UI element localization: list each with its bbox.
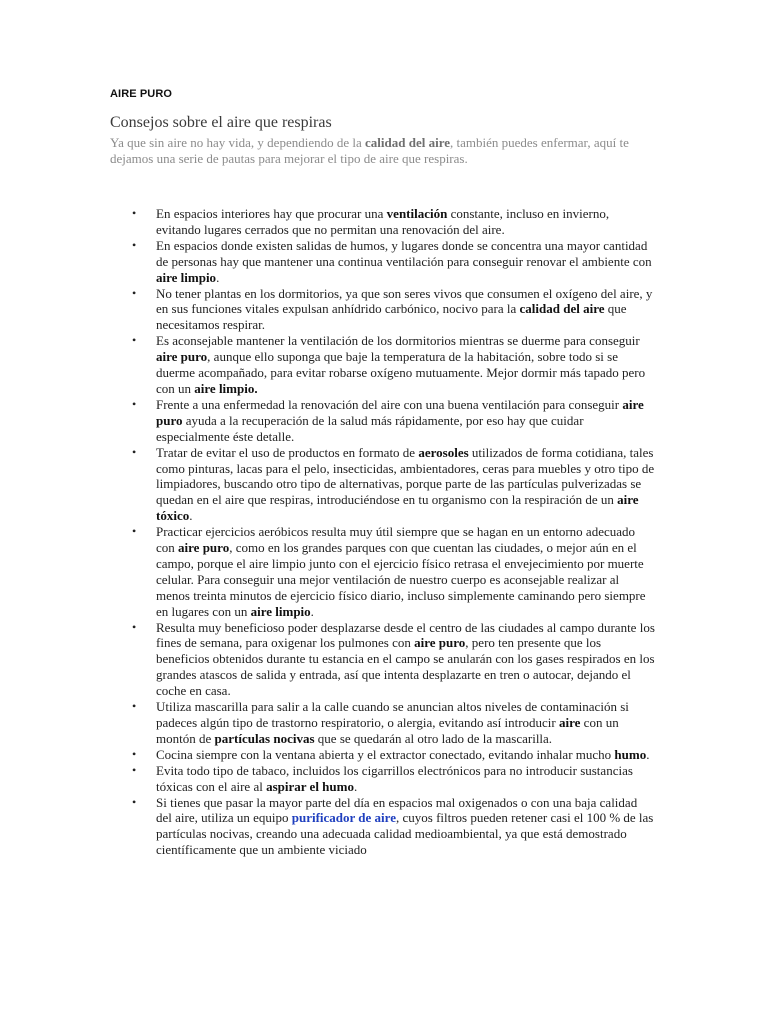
document-heading: AIRE PURO — [110, 88, 173, 100]
tip-bold-text: aspirar el humo — [266, 778, 354, 794]
tip-text: . — [353, 778, 358, 794]
tip-text: Tratar de evitar el uso de productos en formato de — [156, 444, 419, 460]
tip-text: , como en los grandes parques con que cuentan las ciudades, o mejor aún en el campo, porque el aire limpio junto con el ejercicio físico retrasa el envejecimiento por muerte celular. Para conseguir una mejor ventilación de nuestro cuerpo es aconsejable realizar al menos treinta minutos de ejercicio físico diario, incluso simplemente caminando pero siempre en lugares con un — [156, 540, 646, 619]
tip-item — [156, 397, 656, 445]
tip-bold-text: aire limpio — [156, 269, 217, 285]
tip-text: . — [189, 508, 193, 524]
tip-text: Cocina siempre con la ventana abierta y el extractor conectado, evitando inhalar mucho — [156, 746, 615, 762]
tip-text: , cuyos filtros pueden retener casi el 100 % de las partículas nocivas, creando una adecuada calidad medioambiental, ya que está demostrado científicamente que un ambiente viciado — [156, 810, 654, 858]
tip-text: Es aconsejable mantener la ventilación de los dormitorios mientras se duerme para conseguir — [156, 333, 640, 349]
intro-bold-text: calidad del aire — [365, 135, 450, 150]
tip-bold-text: aire tóxico — [156, 492, 639, 524]
tip-item — [156, 445, 656, 525]
tip-item — [156, 524, 656, 619]
tip-bold-text: aire puro — [414, 635, 466, 651]
tip-bold-text: aire puro — [156, 396, 644, 428]
tip-text: Practicar ejercicios aeróbicos resulta muy útil siempre que se hagan en un entorno adecuado con — [156, 524, 636, 556]
tip-text: En espacios donde existen salidas de humos, y lugares donde se concentra una mayor cantidad de personas hay que mantener una continua ventilación para conseguir renovar el ambiente con — [156, 237, 652, 269]
tip-bold-text: partículas nocivas — [214, 730, 315, 746]
tip-text: No tener plantas en los dormitorios, ya que son seres vivos que consumen el oxígeno del aire, y en sus funciones vitales expulsan anhídrido carbónico, nocivo para la — [156, 285, 653, 317]
tip-text: Si tienes que pasar la mayor parte del día en espacios mal oxigenados o con una baja calidad del aire, utiliza un equipo — [156, 794, 638, 826]
tip-item — [156, 763, 656, 795]
tip-text: ayuda a la recuperación de la salud más rápidamente, por eso hay que cuidar especialmente éste detalle. — [156, 412, 584, 444]
tip-bold-text: aire limpio. — [194, 380, 258, 396]
tip-text: . — [646, 746, 650, 762]
tip-text: Resulta muy beneficioso poder desplazarse desde el centro de las ciudades al campo durante los fines de semana, para oxigenar los pulmones con — [156, 619, 655, 651]
intro-text: Ya que sin aire no hay vida, y dependiendo de la — [110, 135, 366, 150]
document-subtitle: Consejos sobre el aire que respiras — [110, 114, 332, 131]
tip-text: . — [216, 269, 220, 285]
tip-text: utilizados de forma cotidiana, tales como pinturas, lacas para el pelo, insecticidas, ambientadores, ceras para muebles y otro tipo de limpiadores, buscando otro tipo de alternativas, porque parte de las partículas pulverizadas se quedan en el aire que respiras, introduciéndose en tu organismo con la respiración de un — [156, 444, 655, 508]
tip-text: constante, incluso en invierno, evitando lugares cerrados que no permitan una renovación del aire. — [156, 206, 610, 237]
intro-paragraph — [110, 135, 670, 167]
purificador-link[interactable]: purificador de aire — [291, 810, 396, 826]
tip-bold-text: humo — [614, 746, 647, 762]
tip-bold-text: aire — [559, 715, 581, 730]
tip-bold-text: ventilación — [386, 206, 448, 221]
tip-text: Utiliza mascarilla para salir a la calle cuando se anuncian altos niveles de contaminación si padeces algún tipo de trastorno respiratorio, o alergia, evitando así introducir — [156, 699, 629, 730]
tip-text: , aunque ello suponga que baje la temperatura de la habitación, sobre todo si se duerme acompañado, para evitar robarse oxígeno mutuamente. Mejor dormir más tapado pero con un — [156, 349, 646, 396]
tip-item — [156, 747, 656, 763]
tip-text: En espacios interiores hay que procurar una — [156, 206, 387, 221]
tip-item — [156, 795, 656, 859]
tip-text: con un montón de — [156, 715, 619, 746]
tip-bold-text: aire puro — [156, 349, 208, 365]
tip-text: Frente a una enfermedad la renovación del aire con una buena ventilación para conseguir — [156, 396, 623, 412]
tip-item — [156, 206, 656, 238]
tip-bold-text: aire limpio — [250, 603, 311, 619]
tip-item — [156, 333, 656, 397]
tip-text: , pero ten presente que los beneficios obtenidos durante tu estancia en el campo se anularán con los gases respirados en los grandes atascos de salida y entrada, así que intenta desplazarte en tren o autocar, dejando el coche en casa. — [156, 635, 655, 699]
tip-text: que necesitamos respirar. — [156, 301, 627, 333]
tip-bold-text: aerosoles — [418, 444, 469, 460]
tip-bold-text: calidad del aire — [519, 301, 605, 317]
tip-text: . — [310, 603, 314, 619]
tip-text: Evita todo tipo de tabaco, incluidos los cigarrillos electrónicos para no introducir sustancias tóxicas con el aire al — [156, 762, 633, 794]
tip-bold-text: aire puro — [178, 540, 230, 556]
tip-item — [156, 620, 656, 700]
tip-item — [156, 238, 656, 286]
intro-text: , también puedes enfermar, aquí te dejamos una serie de pautas para mejorar el tipo de aire que respiras. — [110, 135, 629, 166]
tip-item — [156, 699, 656, 747]
tip-item — [156, 286, 656, 334]
tip-text: que se quedarán al otro lado de la mascarilla. — [314, 730, 553, 746]
tips-list — [156, 206, 656, 858]
